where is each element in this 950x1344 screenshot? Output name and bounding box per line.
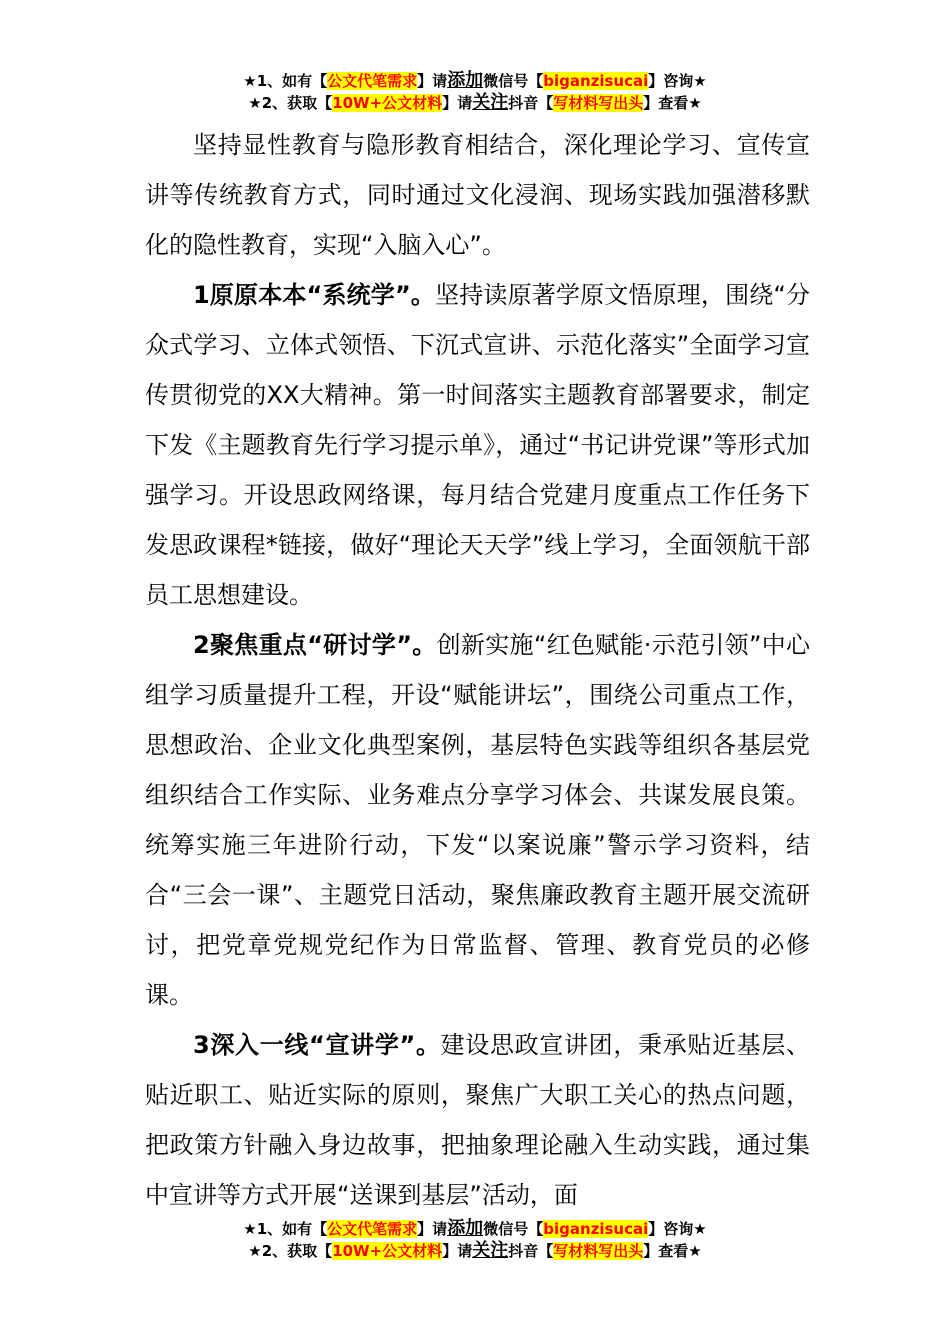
promo-text: 1、如有【 xyxy=(256,72,328,90)
section-paragraph xyxy=(145,620,810,1020)
promo-text: 微信号【 xyxy=(483,72,544,90)
promo-highlight: 写材料写出头 xyxy=(553,94,644,112)
promo-highlight: 公文代笔需求 xyxy=(327,72,418,90)
promo-text: 】咨询 xyxy=(648,72,694,90)
promo-text: 】请 xyxy=(417,72,448,90)
promo-banner-bottom xyxy=(0,1218,950,1262)
promo-text: 】请 xyxy=(417,1220,448,1238)
promo-keyword: 添加 xyxy=(447,70,484,91)
promo-line-2 xyxy=(0,1240,950,1262)
section-text: 建设思政宣讲团，秉承贴近基层、贴近职工、贴近实际的原则，聚焦广大职工关心的热点问题，把政策方针融入身边故事，把抽象理论融入生动实践，通过集中宣讲等方式开展“送课到基层”活动，面 xyxy=(145,1031,811,1209)
promo-text: 微信号【 xyxy=(483,1220,544,1238)
star-icon: ★ xyxy=(688,1242,702,1260)
promo-text: 】查看 xyxy=(643,94,689,112)
section-paragraph xyxy=(145,1020,810,1220)
section-paragraph xyxy=(145,270,810,620)
promo-highlight: 写材料写出头 xyxy=(553,1242,644,1260)
star-icon: ★ xyxy=(248,94,262,112)
section-heading: 1原原本本“系统学”。 xyxy=(193,281,436,309)
promo-text: 2、获取【 xyxy=(261,1242,333,1260)
star-icon: ★ xyxy=(688,94,702,112)
promo-text: 】请 xyxy=(442,1242,473,1260)
intro-paragraph: 坚持显性教育与隐形教育相结合，深化理论学习、宣传宣讲等传统教育方式，同时通过文化浸润、现场实践加强潜移默化的隐性教育，实现“入脑入心”。 xyxy=(145,131,810,259)
promo-highlight: 10W+公文材料 xyxy=(332,1242,443,1260)
star-icon: ★ xyxy=(243,1220,257,1238)
promo-text: 】咨询 xyxy=(648,1220,694,1238)
promo-text: 2、获取【 xyxy=(261,94,333,112)
promo-keyword: 关注 xyxy=(472,92,509,113)
promo-text: 】请 xyxy=(442,94,473,112)
promo-banner-top xyxy=(0,70,950,114)
promo-keyword: 关注 xyxy=(472,1240,509,1261)
promo-keyword: 添加 xyxy=(447,1218,484,1239)
document-body xyxy=(145,120,810,1220)
section-text: 坚持读原著学原文悟原理，围绕“分众式学习、立体式领悟、下沉式宣讲、示范化落实”全面学习宣传贯彻党的XX大精神。第一时间落实主题教育部署要求，制定下发《主题教育先行学习提示单》，通过“书记讲党课”等形式加强学习。开设思政网络课，每月结合党建月度重点工作任务下发思政课程*链接，做好“理论天天学”线上学习，全面领航干部员工思想建设。 xyxy=(145,281,810,609)
section-heading: 2聚焦重点“研讨学”。 xyxy=(193,631,437,659)
star-icon: ★ xyxy=(693,72,707,90)
promo-line-1 xyxy=(0,1218,950,1240)
star-icon: ★ xyxy=(693,1220,707,1238)
section-text: 创新实施“红色赋能·示范引领”中心组学习质量提升工程，开设“赋能讲坛”，围绕公司重点工作，思想政治、企业文化典型案例，基层特色实践等组织各基层党组织结合工作实际、业务难点分享学习体会、共谋发展良策。统筹实施三年进阶行动，下发“以案说廉”警示学习资料，结合“三会一课”、主题党日活动，聚焦廉政教育主题开展交流研讨，把党章党规党纪作为日常监督、管理、教育党员的必修课。 xyxy=(145,631,810,1009)
promo-text: 抖音【 xyxy=(508,1242,554,1260)
promo-line-2 xyxy=(0,92,950,114)
promo-line-1 xyxy=(0,70,950,92)
section-heading: 3深入一线“宣讲学”。 xyxy=(193,1031,441,1059)
star-icon: ★ xyxy=(248,1242,262,1260)
star-icon: ★ xyxy=(243,72,257,90)
promo-highlight: 10W+公文材料 xyxy=(332,94,443,112)
promo-highlight: biganzisucai xyxy=(543,72,649,90)
promo-highlight: 公文代笔需求 xyxy=(327,1220,418,1238)
promo-highlight: biganzisucai xyxy=(543,1220,649,1238)
promo-text: 】查看 xyxy=(643,1242,689,1260)
promo-text: 抖音【 xyxy=(508,94,554,112)
promo-text: 1、如有【 xyxy=(256,1220,328,1238)
